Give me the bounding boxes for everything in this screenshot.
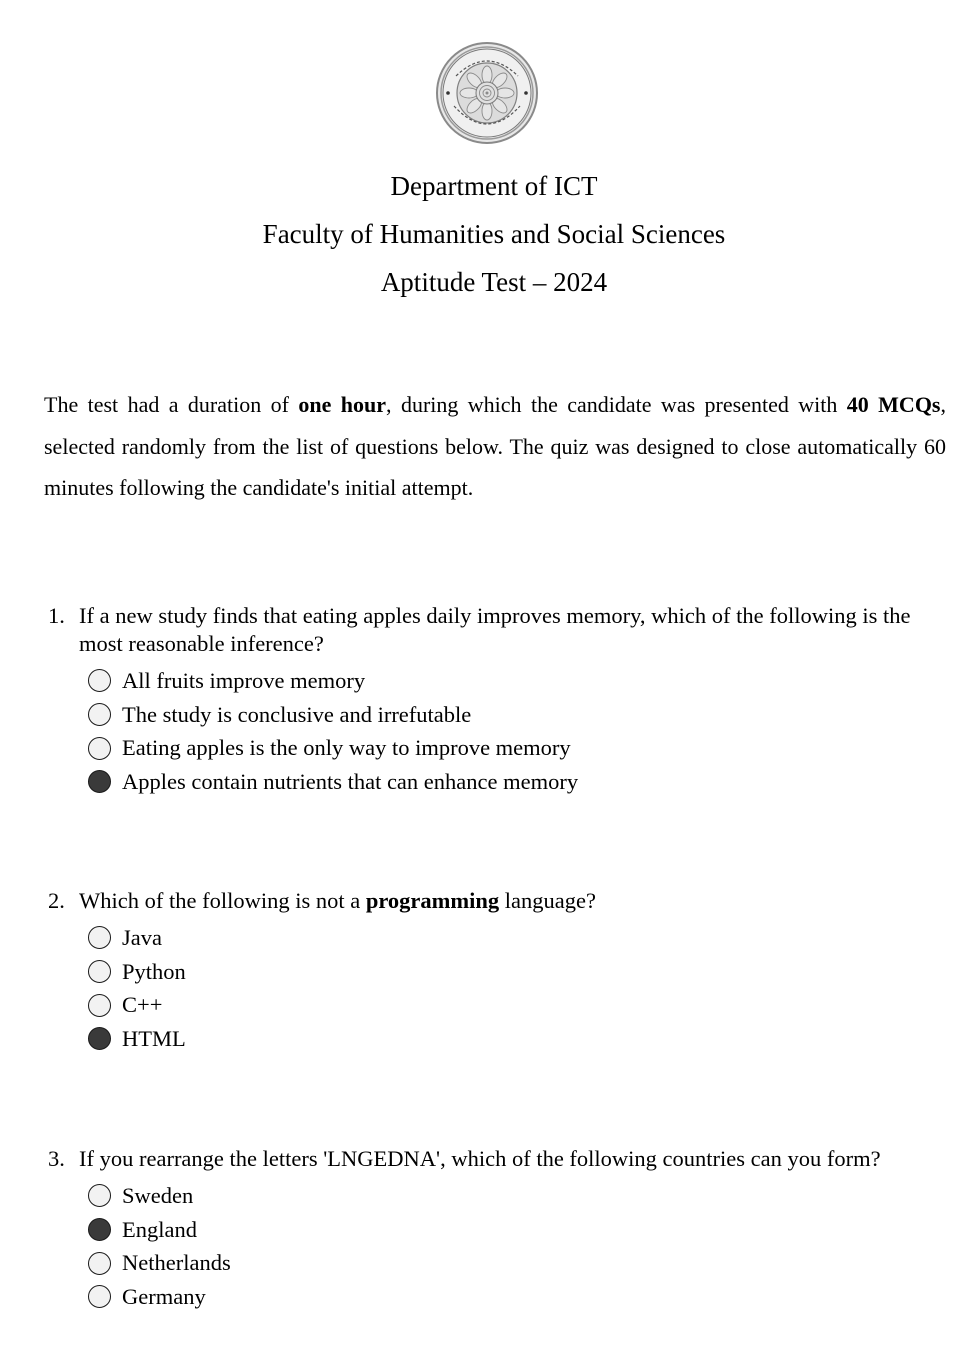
question-emphasis: programming <box>365 888 500 913</box>
intro-text: , selected randomly from the list of questions below. The quiz was designed to close automatically 60 minutes following the candidate's initial attempt. <box>44 392 946 500</box>
department-title: Department of ICT <box>390 171 598 201</box>
option-label: Apples contain nutrients that can enhance memory <box>122 768 579 794</box>
option-label: Eating apples is the only way to improve memory <box>122 735 571 761</box>
intro-text: , during which the candidate was presented with <box>386 392 847 417</box>
question-1 <box>48 602 948 799</box>
option-label: The study is conclusive and irrefutable <box>122 701 472 727</box>
intro-paragraph <box>44 384 946 509</box>
options-list <box>48 921 948 1056</box>
university-seal-icon <box>436 42 538 144</box>
radio-unselected-icon[interactable] <box>88 703 111 726</box>
radio-selected-icon[interactable] <box>88 1027 111 1050</box>
option-label: Germany <box>122 1283 206 1309</box>
question-prompt: Which of the following is not a <box>79 888 366 913</box>
radio-unselected-icon[interactable] <box>88 926 111 949</box>
question-text <box>48 1145 948 1173</box>
option-label: C++ <box>122 992 163 1018</box>
option-item[interactable] <box>88 1280 948 1314</box>
radio-unselected-icon[interactable] <box>88 1184 111 1207</box>
option-label: Python <box>122 958 186 984</box>
option-label: All fruits improve memory <box>122 667 366 693</box>
option-label: Java <box>122 924 162 950</box>
test-title: Aptitude Test – 2024 <box>380 267 608 297</box>
option-item-selected[interactable] <box>88 1022 948 1056</box>
radio-unselected-icon[interactable] <box>88 994 111 1017</box>
question-2 <box>48 887 948 1056</box>
option-item-selected[interactable] <box>88 1213 948 1247</box>
radio-unselected-icon[interactable] <box>88 1252 111 1275</box>
option-label: Netherlands <box>122 1250 231 1276</box>
question-number: 1. <box>48 603 65 628</box>
question-3 <box>48 1145 948 1314</box>
option-item[interactable] <box>88 1179 948 1213</box>
options-list <box>48 664 948 799</box>
question-number: 3. <box>48 1146 65 1171</box>
option-item[interactable] <box>88 988 948 1022</box>
radio-selected-icon[interactable] <box>88 1218 111 1241</box>
option-item[interactable] <box>88 698 948 732</box>
option-item[interactable] <box>88 1246 948 1280</box>
question-number: 2. <box>48 888 65 913</box>
radio-selected-icon[interactable] <box>88 770 111 793</box>
radio-unselected-icon[interactable] <box>88 960 111 983</box>
options-list <box>48 1179 948 1314</box>
option-label: Sweden <box>122 1182 194 1208</box>
question-text <box>48 887 948 915</box>
intro-text: The test had a duration of <box>44 392 299 417</box>
question-text <box>48 602 948 658</box>
question-prompt: If a new study finds that eating apples daily improves memory, which of the following is the most reasonable inference? <box>79 603 911 656</box>
faculty-title: Faculty of Humanities and Social Sciences <box>262 219 726 249</box>
option-item[interactable] <box>88 955 948 989</box>
question-prompt: If you rearrange the letters 'LNGEDNA', which of the following countries can you form? <box>79 1146 881 1171</box>
option-item[interactable] <box>88 921 948 955</box>
radio-unselected-icon[interactable] <box>88 669 111 692</box>
option-item-selected[interactable] <box>88 765 948 799</box>
option-item[interactable] <box>88 664 948 698</box>
duration-emphasis: one hour <box>298 392 387 417</box>
radio-unselected-icon[interactable] <box>88 1285 111 1308</box>
option-label: HTML <box>122 1025 186 1051</box>
option-item[interactable] <box>88 731 948 765</box>
radio-unselected-icon[interactable] <box>88 737 111 760</box>
question-prompt: language? <box>499 888 596 913</box>
option-label: England <box>122 1216 197 1242</box>
mcq-count-emphasis: 40 MCQs <box>846 392 941 417</box>
